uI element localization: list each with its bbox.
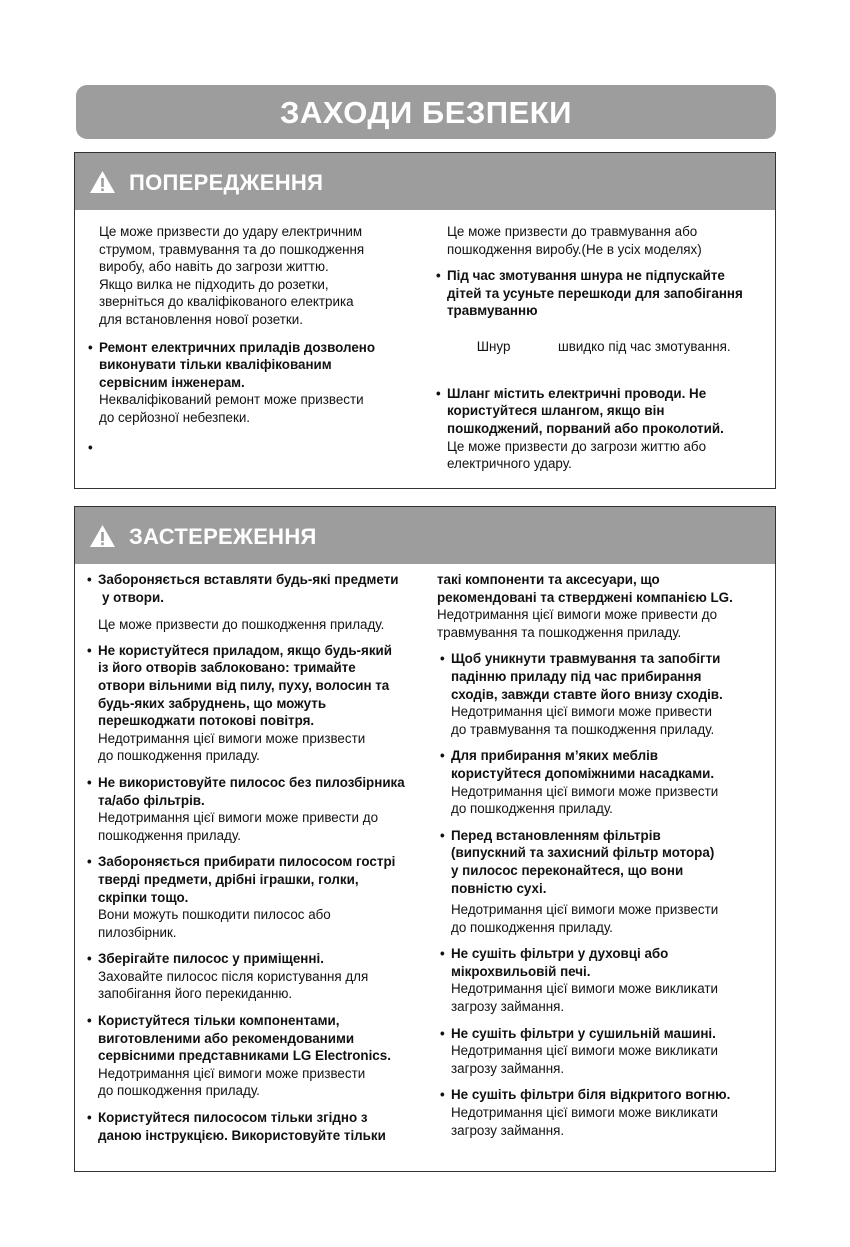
text-line: Якщо вилка не підходить до розетки, <box>99 276 329 292</box>
bold-line: сервісними представниками LG Electronics. <box>98 1048 391 1064</box>
bold-line: у пилосос переконайтеся, що вони <box>451 862 684 878</box>
bullet: • <box>87 951 92 967</box>
bullet: • <box>440 1025 445 1041</box>
bold-line: Користуйтеся тільки компонентами, <box>98 1013 340 1029</box>
bold-line: Щоб уникнути травмування та запобігти <box>451 651 721 667</box>
bold-line: травмуванню <box>447 303 538 319</box>
bullet: • <box>88 339 93 355</box>
caution-item <box>437 1086 771 1139</box>
caution-item <box>84 853 429 941</box>
text-line: Недотримання цієї вимоги може викликати <box>451 1043 718 1059</box>
bullet: • <box>440 1087 445 1103</box>
text-line: Недотримання цієї вимоги може призвести <box>451 902 719 918</box>
caution-item <box>84 950 429 1003</box>
text-line: виробу, або навіть до загрози життю. <box>99 259 329 275</box>
warning-item-repair <box>85 339 403 427</box>
bold-line: перешкоджати потокові повітря. <box>98 713 315 729</box>
bold-line: мікрохвильовій печі. <box>451 963 591 979</box>
bold-line: Не використовуйте пилосос без пилозбірника <box>98 774 405 790</box>
bold-line: у отвори. <box>102 589 164 605</box>
text-line: для встановлення нової розетки. <box>99 311 303 327</box>
warning-item-hose <box>433 385 768 473</box>
bold-line: повністю сухі. <box>451 880 547 896</box>
bold-line: скріпки тощо. <box>98 889 189 905</box>
caution-item <box>84 642 429 765</box>
warning-right-column <box>433 223 768 482</box>
text-line: Недотримання цієї вимоги може привести <box>451 704 713 720</box>
bold-line: із його отворів заблоковано: тримайте <box>98 660 356 676</box>
caution-left-column <box>84 571 429 1153</box>
caution-item <box>84 1012 429 1100</box>
cord-line-left: Шнур <box>476 338 511 354</box>
bold-line: користуйтеся шлангом, якщо він <box>447 403 665 419</box>
bold-line: Не сушіть фільтри у сушильній машині. <box>451 1025 716 1041</box>
bullet: • <box>87 572 92 587</box>
text-line: до пошкодження приладу. <box>451 801 613 817</box>
bold-line: Забороняється вставляти будь-які предмети <box>98 572 399 587</box>
bold-line: виконувати тільки кваліфікованим <box>99 357 332 373</box>
bold-line: отвори вільними від пилу, пуху, волосин та <box>98 677 390 693</box>
warning-right-intro <box>433 223 768 258</box>
bullet: • <box>88 439 93 455</box>
bold-line: даною інструкцією. Використовуйте тільки <box>98 1127 386 1143</box>
bold-line: такі компоненти та аксесуари, що <box>437 572 660 587</box>
text-line: загрозу займання. <box>451 999 565 1015</box>
bold-line: Для прибирання м’яких меблів <box>451 748 659 764</box>
bold-line: користуйтеся допоміжними насадками. <box>451 765 715 781</box>
bold-line: тверді предмети, дрібні іграшки, голки, <box>98 871 359 887</box>
text-line: травмування та пошкодження приладу. <box>437 624 682 640</box>
warning-left-intro <box>85 223 403 329</box>
text-line: зверніться до кваліфікованого електрика <box>99 294 354 310</box>
text-line: Недотримання цієї вимоги може привести до <box>98 810 379 826</box>
warning-triangle-icon <box>89 170 116 194</box>
bold-line: Ремонт електричних приладів дозволено <box>99 339 376 355</box>
text-line: Це може призвести до удару електричним <box>99 224 363 239</box>
warning-triangle-icon <box>89 524 116 548</box>
caution-item <box>437 1025 771 1078</box>
caution-title: ЗАСТЕРЕЖЕННЯ <box>129 524 317 549</box>
bullet: • <box>440 827 445 843</box>
bold-line: Забороняється прибирати пилососом гострі <box>98 854 396 870</box>
bold-line: Не користуйтеся приладом, якщо будь-який <box>98 642 392 658</box>
warning-section <box>74 152 776 489</box>
text-line: Недотримання цієї вимоги може призвести <box>98 730 366 746</box>
bullet: • <box>87 1110 92 1126</box>
bullet: • <box>436 268 441 284</box>
bold-line: рекомендовані та стверджені компанією LG. <box>437 589 733 605</box>
caution-right-column <box>437 571 771 1148</box>
bullet: • <box>87 774 92 790</box>
bold-line: дітей та усуньте перешкоди для запобігання <box>447 285 743 301</box>
text-line: Це може призвести до загрози життю або <box>447 438 707 454</box>
warning-item-cord <box>433 267 768 373</box>
text-line: струмом, травмування та до пошкодження <box>99 241 365 257</box>
warning-item-empty <box>85 439 403 457</box>
text-line: загрозу займання. <box>451 1060 565 1076</box>
text-line: електричного удару. <box>447 456 572 472</box>
caution-item <box>84 571 429 634</box>
text-line: Недотримання цієї вимоги може викликати <box>451 1105 718 1121</box>
text-line: Недотримання цієї вимоги може призвести <box>451 783 719 799</box>
text-line: до пошкодження приладу. <box>98 748 260 764</box>
caution-item <box>437 747 771 817</box>
bold-line: падінню приладу під час прибирання <box>451 668 702 684</box>
bold-line: Перед встановленням фільтрів <box>451 827 661 843</box>
text-line: до травмування та пошкодження приладу. <box>451 721 715 737</box>
bold-line: сходів, завжди ставте його внизу сходів. <box>451 686 723 702</box>
bold-line: Шланг містить електричні проводи. Не <box>447 385 707 401</box>
caution-header <box>75 507 775 564</box>
warning-left-column <box>85 223 403 465</box>
bold-line: сервісним інженерам. <box>99 374 245 390</box>
text-line: пошкодження виробу.(Не в усіх моделях) <box>447 241 702 257</box>
warning-header <box>75 153 775 210</box>
cord-line-right: швидко під час змотування. <box>558 338 731 354</box>
caution-item <box>437 650 771 738</box>
text-line: загрозу займання. <box>451 1122 565 1138</box>
bullet: • <box>87 642 92 658</box>
bullet: • <box>440 651 445 667</box>
bold-line: Користуйтеся пилососом тільки згідно з <box>98 1110 368 1126</box>
text-line: Недотримання цієї вимоги може призвести <box>98 1065 366 1081</box>
caution-item <box>437 827 771 937</box>
caution-continued-item <box>437 571 771 641</box>
text-line: Заховайте пилосос після користування для <box>98 968 369 984</box>
text-line: Некваліфікований ремонт може призвести <box>99 392 364 408</box>
text-line: Недотримання цієї вимоги може викликати <box>451 981 718 997</box>
bullet: • <box>440 946 445 962</box>
text-line: пошкодження приладу. <box>98 827 241 843</box>
caution-item <box>437 945 771 1015</box>
text-line: до пошкодження приладу. <box>451 919 613 935</box>
bullet: • <box>440 748 445 764</box>
text-line: Це може призвести до пошкодження приладу. <box>98 617 385 633</box>
bullet: • <box>436 385 441 401</box>
bold-line: Під час змотування шнура не підпускайте <box>447 268 725 284</box>
text-line: пилозбірник. <box>98 924 177 940</box>
bold-line: Не сушіть фільтри біля відкритого вогню. <box>451 1087 731 1103</box>
text-line: до пошкодження приладу. <box>98 1083 260 1099</box>
bold-line: Не сушіть фільтри у духовці або <box>451 946 669 962</box>
caution-item <box>84 1109 429 1144</box>
bullet: • <box>87 854 92 870</box>
warning-title: ПОПЕРЕДЖЕННЯ <box>129 170 324 195</box>
bold-line: та/або фільтрів. <box>98 792 205 808</box>
caution-section <box>74 506 776 1172</box>
text-line: Вони можуть пошкодити пилосос або <box>98 907 331 923</box>
bold-line: Зберігайте пилосос у приміщенні. <box>98 951 324 967</box>
text-line: до серйозної небезпеки. <box>99 409 251 425</box>
bold-line: (випускний та захисний фільтр мотора) <box>451 845 715 861</box>
cord-line <box>447 320 768 373</box>
bold-line: будь-яких забруднень, що можуть <box>98 695 327 711</box>
bold-line: пошкоджений, порваний або проколотий. <box>447 420 724 436</box>
caution-item <box>84 774 429 844</box>
text-line: Це може призвести до травмування або <box>447 224 698 239</box>
bullet: • <box>87 1013 92 1029</box>
page-title: ЗАХОДИ БЕЗПЕКИ <box>76 85 776 139</box>
bold-line: виготовленими або рекомендованими <box>98 1030 355 1046</box>
text-line: Недотримання цієї вимоги може привести до <box>437 607 718 623</box>
text-line: запобігання його перекиданню. <box>98 986 293 1002</box>
